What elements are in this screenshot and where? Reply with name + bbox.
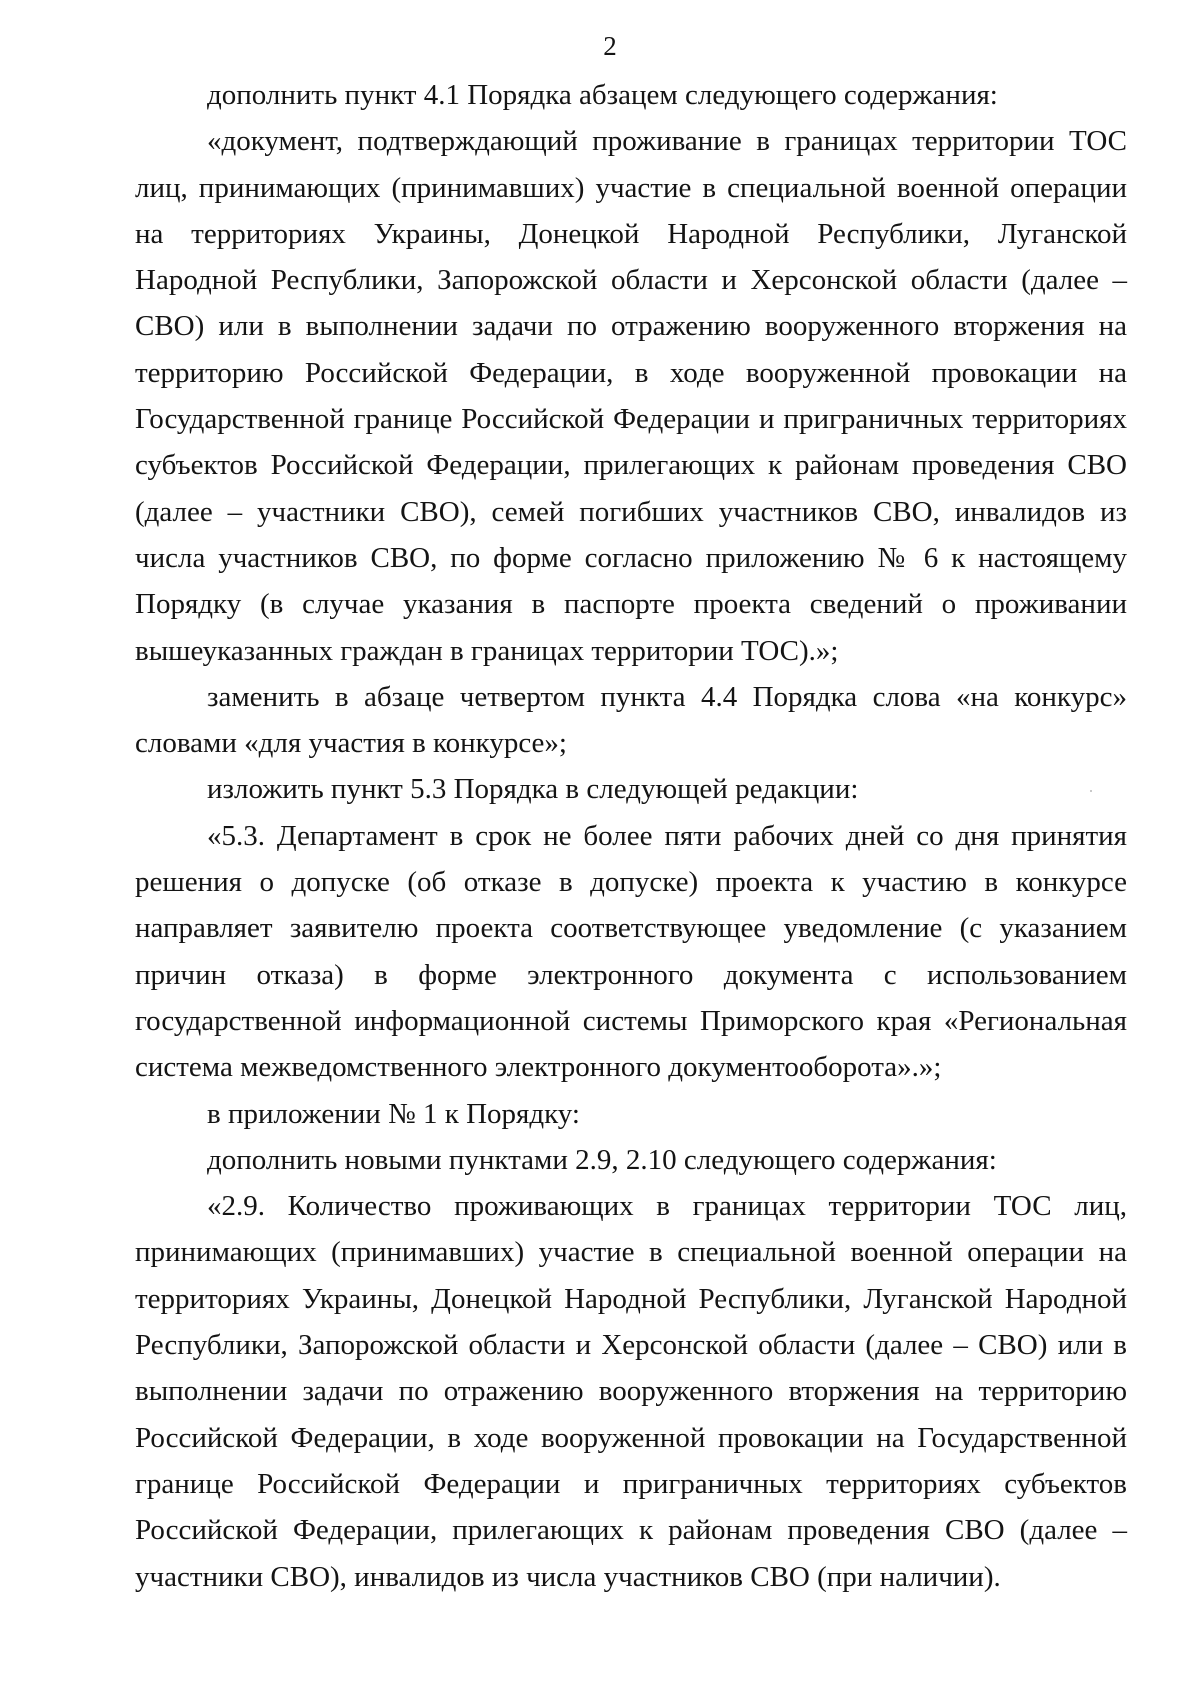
paragraph-quote-document: «документ, подтверждающий проживание в границах территории ТОС лиц, принимающих (принимавших) участие в специальной военной операции на территориях Украины, Донецкой Народной Республики, Луганской Народной Республики, Запорожской области и Херсонской области (далее – СВО) или в выполнении задачи по отражению вооруженного вторжения на территорию Российской Федерации, в ходе вооруженной провокации на Государственной границе Российской Федерации и приграничных территориях субъектов Российской Федерации, прилегающих к районам проведения СВО (далее – участники СВО), семей погибших участников СВО, инвалидов из числа участников СВО, по форме согласно приложению № 6 к настоящему Порядку (в случае указания в паспорте проекта сведений о проживании вышеуказанных граждан в границах территории ТОС).»; xyxy=(135,125,1127,667)
paragraph-quote-2-9: «2.9. Количество проживающих в границах территории ТОС лиц, принимающих (принимавших) участие в специальной военной операции на территориях Украины, Донецкой Народной Республики, Луганской Народной Республики, Запорожской области и Херсонской области (далее – СВО) или в выполнении задачи по отражению вооруженного вторжения на территорию Российской Федерации, в ходе вооруженной провокации на Государственной границе Российской Федерации и приграничных территориях субъектов Российской Федерации, прилегающих к районам проведения СВО (далее – участники СВО), инвалидов из числа участников СВО (при наличии). xyxy=(135,1190,1127,1593)
paragraph-quote-5-3: «5.3. Департамент в срок не более пяти рабочих дней со дня принятия решения о допуске (об отказе в допуске) проекта к участию в конкурсе направляет заявителю проекта соответствующее уведомление (с указанием причин отказа) в форме электронного документа с использованием государственной информационной системы Приморского края «Региональная система межведомственного электронного документооборота».»; xyxy=(135,819,1127,1084)
paragraph-replace-4-4: заменить в абзаце четвертом пункта 4.4 Порядка слова «на конкурс» словами «для участия в конкурсе»; xyxy=(135,680,1127,760)
scan-speck xyxy=(1090,790,1092,792)
paragraph-amend-4-1: дополнить пункт 4.1 Порядка абзацем следующего содержания: xyxy=(207,79,998,111)
paragraph-restate-5-3: изложить пункт 5.3 Порядка в следующей редакции: xyxy=(207,773,859,806)
paragraph-appendix-1: в приложении № 1 к Порядку: xyxy=(207,1097,580,1130)
paragraph-add-2-9-2-10: дополнить новыми пунктами 2.9, 2.10 следующего содержания: xyxy=(207,1143,997,1176)
page-number: 2 xyxy=(603,31,617,61)
document-body xyxy=(135,72,1127,1600)
